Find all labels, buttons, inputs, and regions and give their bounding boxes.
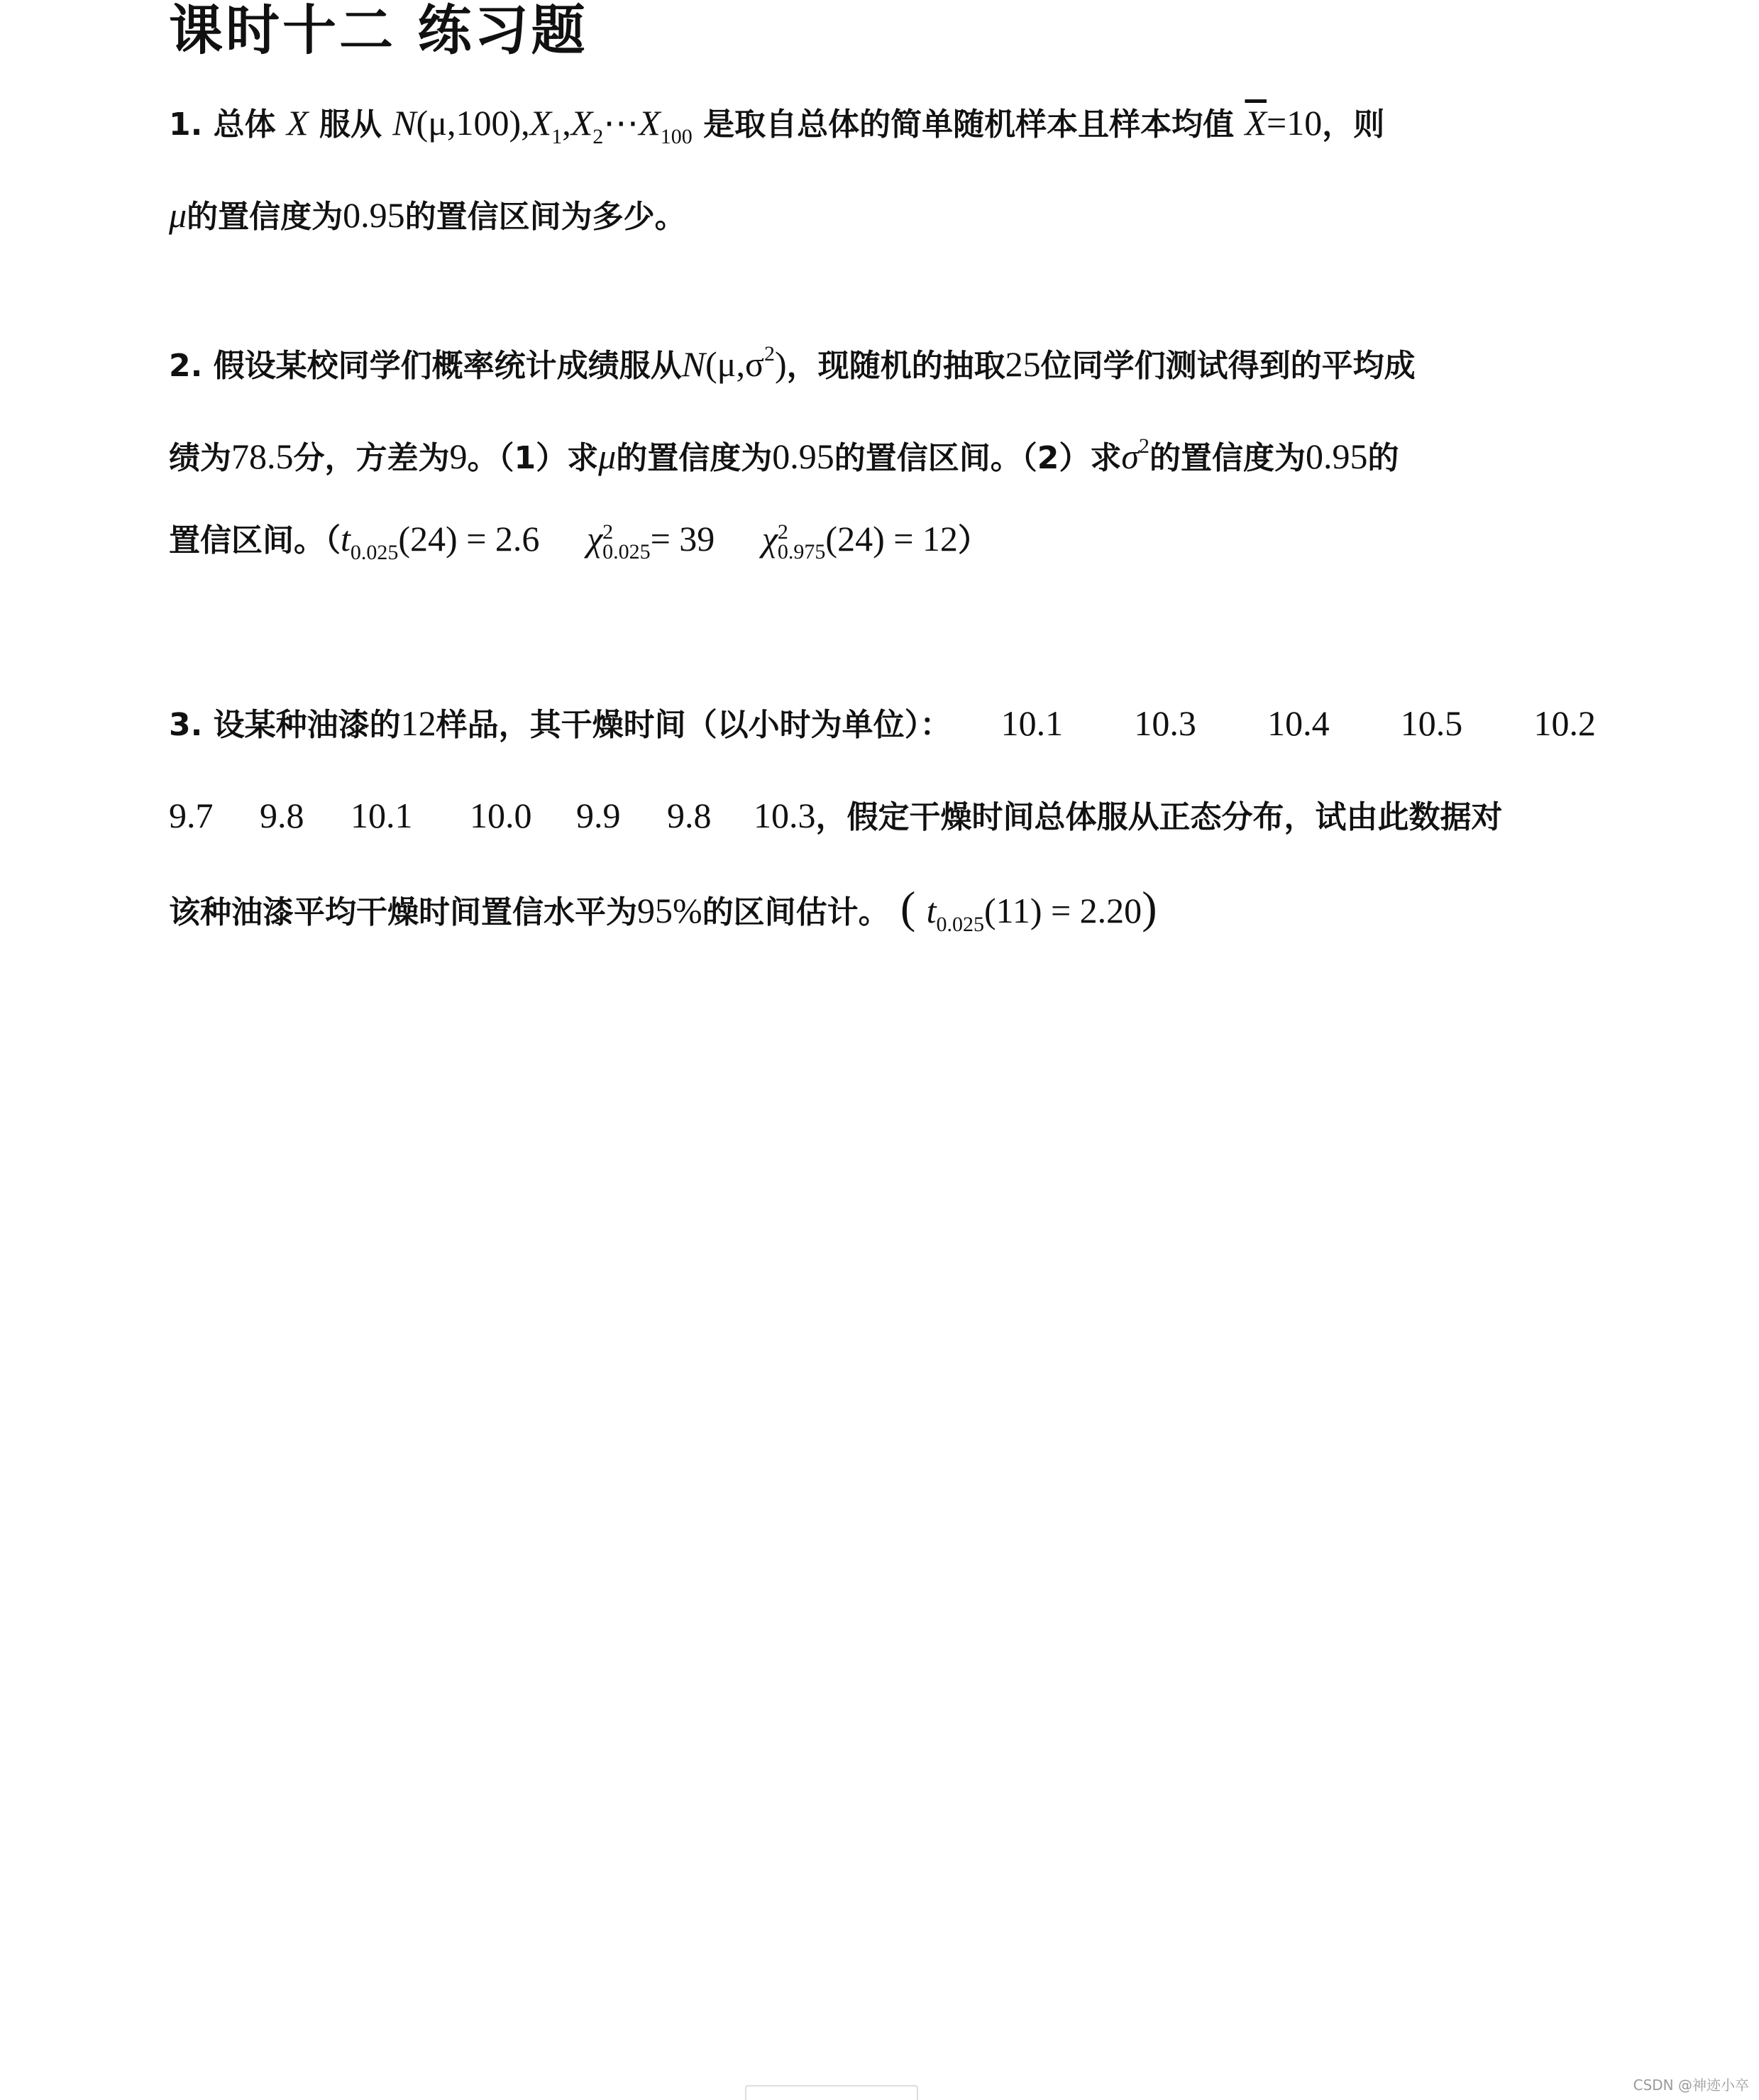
q1-x1: X [529, 103, 552, 143]
q2-chi1: χ [587, 519, 603, 559]
q1-x100-sub: 100 [660, 125, 693, 148]
page-footer-tab [745, 2085, 918, 2100]
q3-data-value: 9.8 [667, 796, 712, 835]
q1-x1-sub: 1 [551, 125, 563, 148]
q2-chi1-value: = 39 [650, 519, 715, 559]
question-1-line-2 [169, 193, 1596, 239]
question-2-line-1 [169, 332, 1596, 388]
q2-text: 。（1）求 [467, 440, 599, 476]
q1-text: 服从 [319, 106, 382, 143]
q2-text: ，现随机的抽取 [786, 348, 1005, 384]
q2-chi1-sub: 0.025 [602, 540, 651, 564]
q1-text: ，则 [1322, 106, 1385, 143]
q3-text: 的区间估计。 [702, 894, 890, 930]
q3-data-value: 10.1 [351, 796, 413, 835]
q2-t-sub: 0.025 [350, 541, 399, 564]
question-2-line-3 [169, 517, 1596, 575]
q2-mu: μ [598, 436, 617, 476]
q1-normal-params: (μ,100), [416, 103, 530, 143]
question-3-line-1 [169, 701, 1596, 747]
q2-text: 位同学们测试得到的平均成 [1040, 348, 1416, 384]
q3-data-value: 10.1 [1000, 703, 1064, 743]
q2-sigma-sq: 2 [763, 342, 775, 365]
q1-text: 1. 总体 [169, 106, 276, 143]
q3-data-value: 9.9 [576, 796, 621, 835]
q1-text: 的置信区间为多少。 [404, 199, 686, 235]
q1-x2: X [570, 103, 593, 143]
q2-sigma-sq: 2 [1139, 434, 1150, 458]
q2-chi2-sup: 2 [777, 520, 788, 544]
question-3-line-3: 该种油漆平均干燥时间置信水平为95%的区间估计。 ( $t_{0.025}(11) = 2.20$) [169, 882, 1157, 936]
q2-text: 的 [1367, 440, 1399, 476]
q2-text: 分，方差为 [293, 440, 450, 476]
q2-chi2-value: (24) = 12 [825, 519, 958, 559]
q3-text: 该种油漆平均干燥时间置信水平为 [169, 894, 637, 930]
q2-paren: ) [774, 344, 787, 384]
q2-text: 的置信区间。（2）求 [834, 440, 1122, 476]
q3-data-value: 10.5 [1400, 703, 1463, 743]
q3-data-value: 9.8 [260, 796, 304, 835]
q1-x2-sub: 2 [592, 125, 604, 148]
page-title: 课时十二 练习题 [169, 0, 588, 62]
question-1-line-1 [169, 101, 1596, 159]
q3-text: 样品，其干燥时间（以小时为单位）： [436, 707, 952, 743]
q3-data-value: 10.0 [470, 796, 532, 835]
q1-var-x: X [286, 103, 309, 143]
q1-sample-mean: $\overline{X}$ [1245, 103, 1267, 143]
q2-mean: 78.5 [231, 436, 294, 476]
q3-sample-count: 12 [400, 703, 436, 743]
q3-data-value: 10.3 [754, 796, 816, 835]
q3-data-value: 10.2 [1533, 703, 1596, 743]
question-3-line-2 [169, 793, 1596, 840]
q2-chi2: χ [761, 519, 778, 559]
q3-data-value: 10.4 [1267, 703, 1330, 743]
watermark: CSDN @神迹小卒 [1633, 2077, 1749, 2094]
q3-t-stat: t [926, 891, 937, 930]
q1-confidence: 0.95 [343, 195, 405, 235]
q3-t-value: (11) = 2.20 [984, 891, 1142, 930]
q1-text: 是取自总体的简单随机样本且样本均值 [703, 106, 1235, 143]
q2-text: 绩为 [169, 440, 231, 476]
q2-variance: 9 [449, 436, 468, 476]
q2-confidence-1: 0.95 [772, 436, 834, 476]
q1-text: 的置信度为 [187, 199, 343, 235]
q3-t-sub: 0.025 [936, 913, 985, 936]
q2-text: 的置信度为 [1149, 440, 1306, 476]
q3-data-value: 9.7 [169, 796, 214, 835]
q2-t-value: (24) = 2.6 [398, 519, 540, 559]
q2-text: 的置信度为 [616, 440, 773, 476]
q2-chi1-sup: 2 [602, 520, 614, 544]
question-2-line-2 [169, 424, 1596, 480]
q3-confidence-level: 95% [637, 891, 702, 930]
q2-text: 2. 假设某校同学们概率统计成绩服从 [169, 348, 682, 384]
q2-text: 置信区间。（ [169, 522, 341, 559]
q1-comma: , [562, 103, 571, 143]
q1-x100: X [639, 103, 661, 143]
q1-normal-n: N [392, 103, 417, 143]
q2-normal-n: N [681, 344, 706, 384]
q1-dots: ⋯ [603, 103, 639, 143]
q3-data-value: 10.3 [1134, 703, 1196, 743]
q1-mean-value: =10 [1267, 103, 1323, 143]
q2-sigma: σ [1121, 436, 1140, 476]
q3-data-row-1 [1001, 701, 1596, 745]
q3-text: ，假定干燥时间总体服从正态分布，试由此数据对 [815, 799, 1503, 835]
q2-normal-params: (μ,σ [705, 344, 764, 384]
q3-text: 3. 设某种油漆的 [169, 707, 401, 743]
q2-sample-size: 25 [1005, 344, 1041, 384]
q2-confidence-2: 0.95 [1306, 436, 1368, 476]
q1-mu: μ [169, 195, 187, 235]
q2-chi2-sub: 0.975 [777, 540, 826, 564]
q2-t-stat: t [341, 519, 351, 559]
q2-text: ） [957, 522, 989, 559]
